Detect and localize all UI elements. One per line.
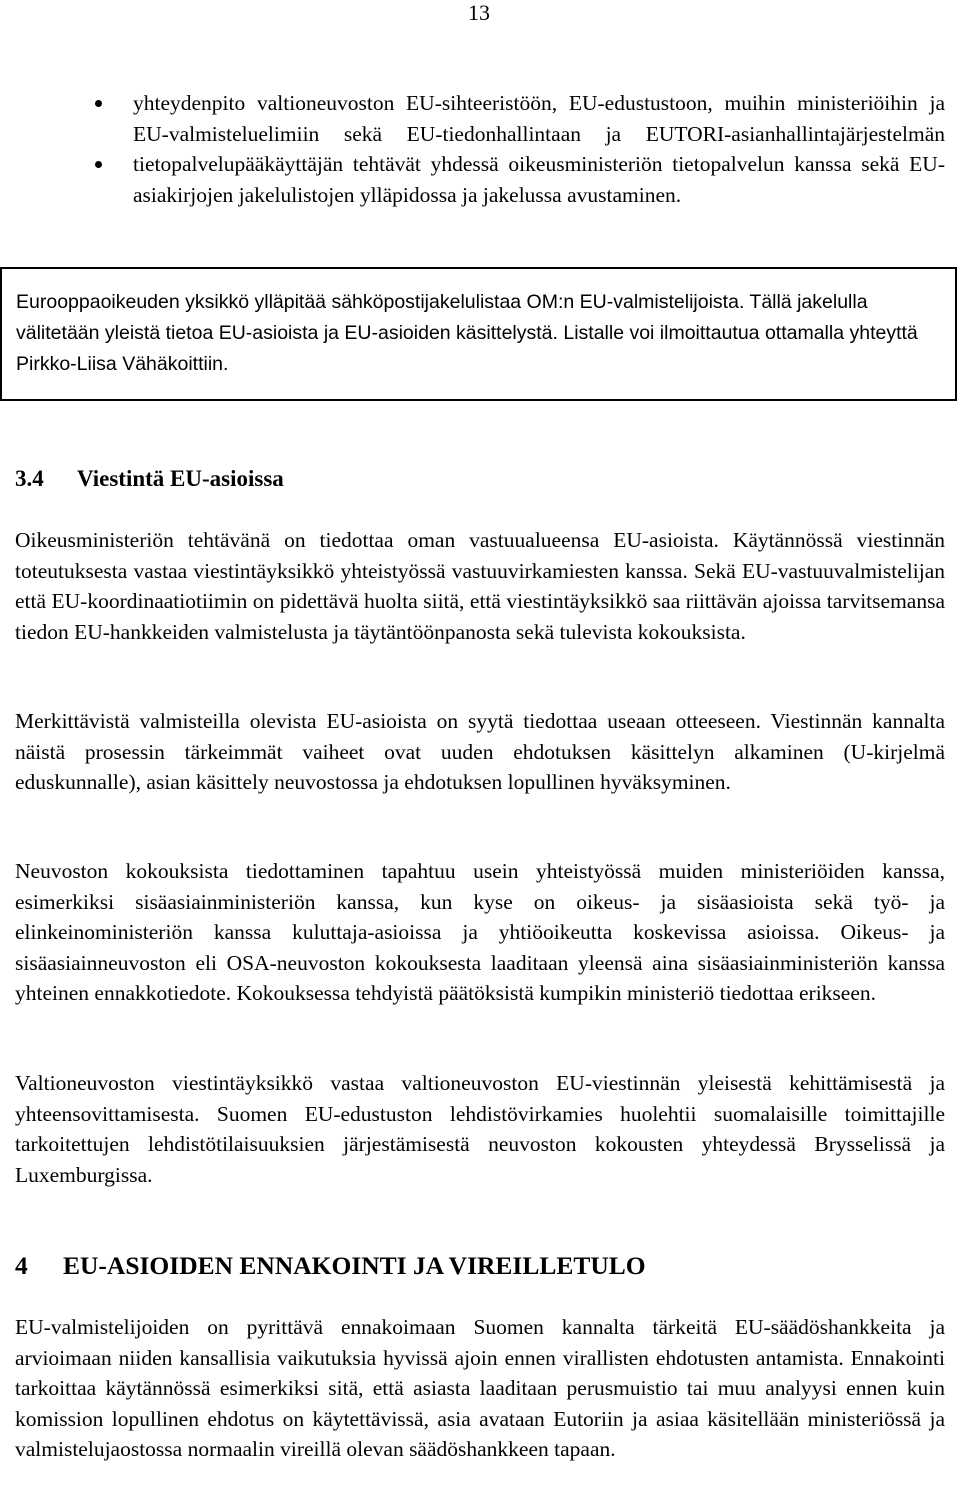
info-box-text: Eurooppaoikeuden yksikkö ylläpitää sähköpostijakelulistaa OM:n EU-valmistelijoista. Tällä jakelulla välitetään yleistä tietoa EU-asioista ja EU-asioiden käsittelystä. Listalle voi ilmoittautua ottamalla yhteyttä Pirkko-Liisa Vähäkoittiin.	[16, 291, 918, 375]
paragraph: EU-valmistelijoiden on pyrittävä ennakoimaan Suomen kannalta tärkeitä EU-säädöshankkeita ja arvioimaan niiden kansallisia vaikutuksia hyvissä ajoin ennen virallisten ehdotusten antamista. Ennakointi tarkoittaa käytännössä esimerkiksi sitä, että asiasta laaditaan perusmuistio tai muu analyysi ennen kuin komission lopullinen ehdotus on käytettävissä, asia avataan Eutoriin ja asiaa käsitellään ministeriössä ja valmistelujaostossa normaalin vireillä olevan säädöshankkeen tapaan.	[15, 1315, 945, 1461]
bullet-text: yhteydenpito valtioneuvoston EU-sihteeristöön, EU-edustustoon, muihin ministeriöihin ja EU-valmisteluelimiin sekä EU-tiedonhallintaan ja	[133, 91, 945, 146]
page-number: 13	[468, 0, 490, 25]
paragraph: Neuvoston kokouksista tiedottaminen tapahtuu usein yhteistyössä muiden ministeriöiden kanssa, esimerkiksi sisäasiainministeriön kanssa, kun kyse on oikeus- ja sisäasioista sekä työ- ja elinkeinoministeriön kanssa kuluttaja-asioissa ja yhtiöoikeutta koskevissa asioissa. Oikeus- ja sisäasiainneuvoston eli OSA-neuvoston kokouksesta laaditaan yleensä aina sisäasiainministeriön kanssa yhteinen ennakkotiedote. Kokouksessa tehdyistä päätöksistä kumpikin ministeriö tiedottaa erikseen.	[15, 859, 945, 1005]
chapter-number: 4	[15, 1251, 28, 1280]
section-number: 3.4	[15, 466, 44, 491]
chapter-title: EU-ASIOIDEN ENNAKOINTI JA VIREILLETULO	[63, 1251, 646, 1280]
section-title: Viestintä EU-asioissa	[77, 466, 284, 491]
paragraph: Valtioneuvoston viestintäyksikkö vastaa valtioneuvoston EU-viestinnän yleisestä kehittämisestä ja yhteensovittamisesta. Suomen EU-edustuston lehdistövirkamies huolehtii suomalaisille toimittajille tarkoitettujen lehdistötilaisuuksien järjestämisestä neuvoston kokousten yhteydessä Brysselissä ja Luxemburgissa.	[15, 1071, 945, 1187]
bullet-text: EUTORI-asianhallintajärjestelmän tietopalvelupääkäyttäjän tehtävät yhdessä oikeusministeriön tietopalvelun kanssa sekä EU-asiakirjojen jakelulistojen ylläpidossa ja jakelussa avustaminen.	[133, 121, 945, 207]
list-item	[15, 88, 945, 210]
paragraph: Merkittävistä valmisteilla olevista EU-asioista on syytä tiedottaa useaan otteeseen. Viestinnän kannalta näistä prosessin tärkeimmät vaiheet ovat uuden ehdotuksen käsittelyn alkaminen (U-kirjelmä eduskunnalle), asian käsittely neuvostossa ja ehdotuksen lopullinen hyväksyminen.	[15, 709, 945, 794]
section-heading	[15, 464, 284, 494]
paragraph: Oikeusministeriön tehtävänä on tiedottaa oman vastuualueensa EU-asioista. Käytännössä viestinnän toteutuksesta vastaa viestintäyksikkö yhteistyössä vastuuvirkamiesten kanssa. Sekä EU-vastuuvalmistelijan että EU-koordinaatiotiimin on pidettävä huolta siitä, että viestintäyksikkö saa riittävän ajoissa tarvitsemansa tiedon EU-hankkeiden valmistelusta ja täytäntöönpanosta sekä tulevista kokouksista.	[15, 528, 945, 644]
bullet-icon	[95, 161, 102, 168]
bullet-list	[15, 88, 945, 210]
chapter-heading	[15, 1250, 646, 1282]
bullet-icon	[95, 100, 102, 107]
info-box	[0, 267, 957, 401]
